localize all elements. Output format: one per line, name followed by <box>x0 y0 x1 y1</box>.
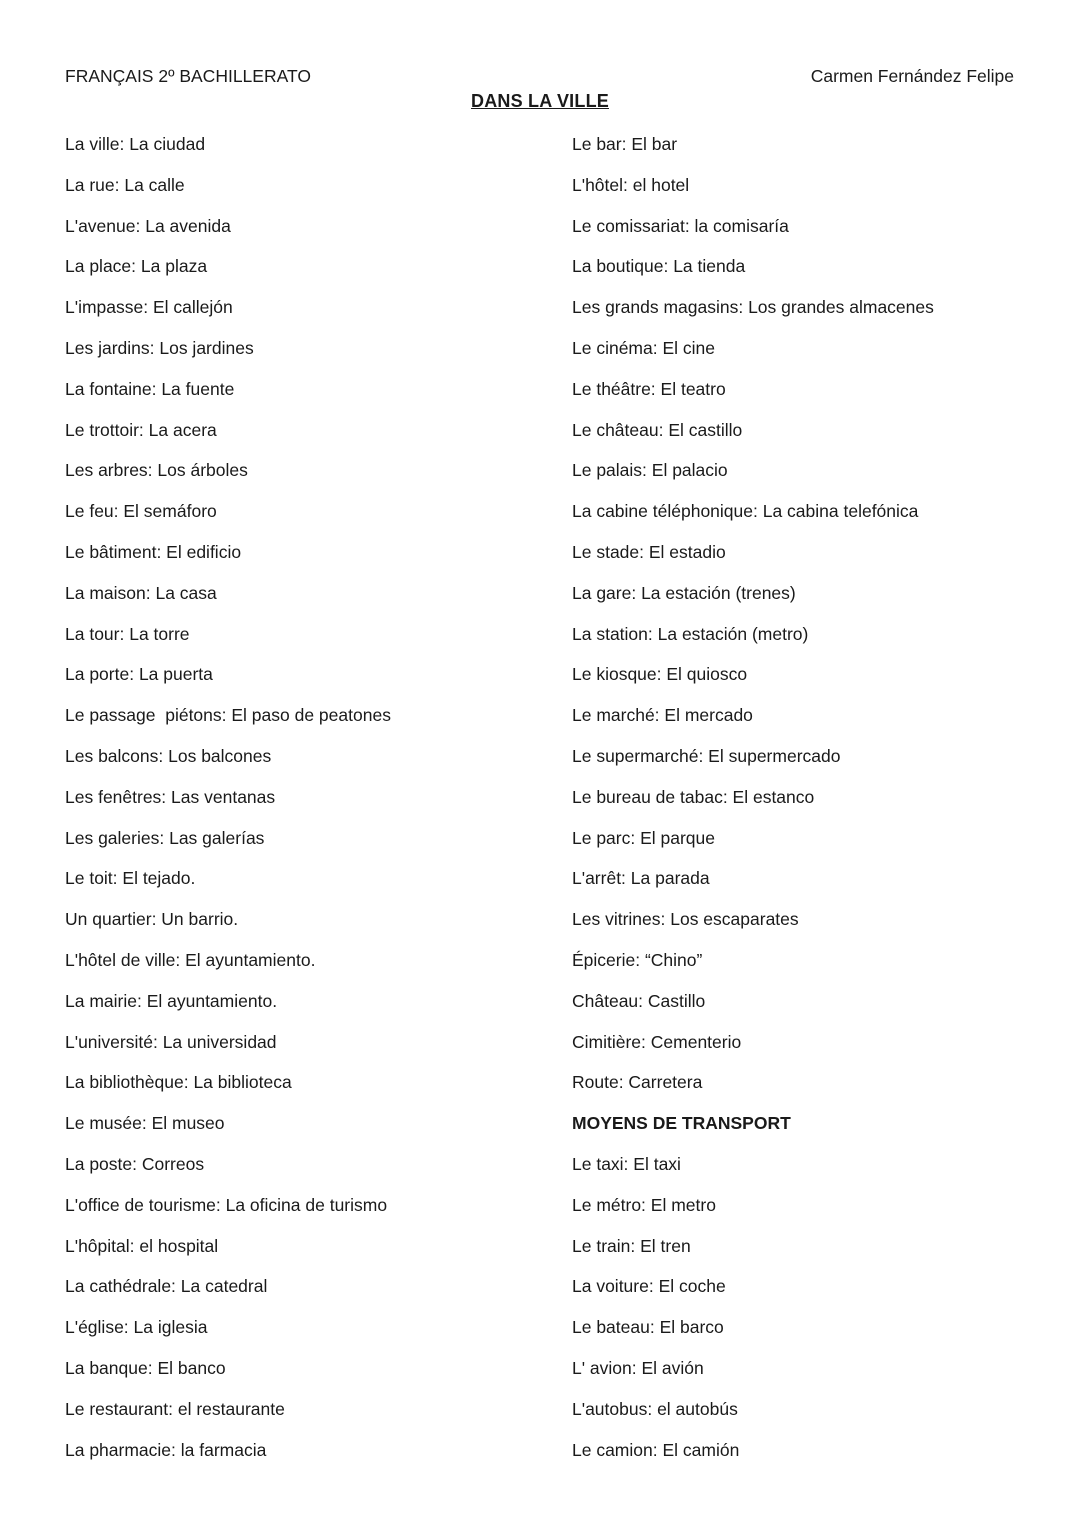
vocab-entry: L'autobus: el autobús <box>572 1398 738 1419</box>
vocab-entry: Les balcons: Los balcones <box>65 745 272 766</box>
vocab-entry: La pharmacie: la farmacia <box>65 1439 267 1460</box>
vocab-entry: Le bureau de tabac: El estanco <box>572 786 815 807</box>
vocabulary-list-right <box>572 133 1052 1479</box>
vocab-entry: Le trottoir: La acera <box>65 419 217 440</box>
vocab-entry: Le palais: El palacio <box>572 460 728 481</box>
vocab-entry: La cathédrale: La catedral <box>65 1276 268 1297</box>
vocab-entry: Le restaurant: el restaurante <box>65 1398 285 1419</box>
author-name: Carmen Fernández Felipe <box>810 66 1014 86</box>
vocab-entry: La gare: La estación (trenes) <box>572 582 796 603</box>
vocab-entry: La ville: La ciudad <box>65 134 206 154</box>
vocabulary-list-left <box>65 133 545 1479</box>
vocab-entry: Le musée: El museo <box>65 1113 225 1134</box>
vocab-entry: La mairie: El ayuntamiento. <box>65 990 278 1011</box>
vocab-entry: L'hôpital: el hospital <box>65 1235 219 1256</box>
vocab-entry: Les fenêtres: Las ventanas <box>65 786 276 807</box>
vocab-entry: Le château: El castillo <box>572 419 743 440</box>
vocab-entry: La station: La estación (metro) <box>572 623 809 644</box>
vocab-entry: La bibliothèque: La biblioteca <box>65 1072 292 1093</box>
vocab-entry: La banque: El banco <box>65 1357 226 1378</box>
vocab-entry: Le feu: El semáforo <box>65 501 217 522</box>
vocab-entry: Le supermarché: El supermercado <box>572 745 841 766</box>
vocab-entry: Le kiosque: El quiosco <box>572 664 748 685</box>
vocab-entry: Les vitrines: Los escaparates <box>572 909 799 930</box>
vocab-entry: L'impasse: El callejón <box>65 297 233 318</box>
vocab-entry: Les galeries: Las galerías <box>65 827 265 848</box>
vocab-entry: Route: Carretera <box>572 1072 703 1093</box>
vocab-entry: Le stade: El estadio <box>572 541 726 562</box>
vocab-entry: La place: La plaza <box>65 256 208 277</box>
vocab-entry: La maison: La casa <box>65 582 217 603</box>
vocab-entry: La rue: La calle <box>65 174 185 195</box>
vocab-entry: Le train: El tren <box>572 1235 691 1256</box>
vocab-entry: Les grands magasins: Los grandes almacenes <box>572 297 934 318</box>
vocab-entry: Le taxi: El taxi <box>572 1153 681 1174</box>
vocab-entry: La boutique: La tienda <box>572 256 746 277</box>
vocab-entry: L'hôtel de ville: El ayuntamiento. <box>65 949 316 970</box>
vocab-entry: La tour: La torre <box>65 623 190 644</box>
course-label: FRANÇAIS 2º BACHILLERATO <box>65 66 311 86</box>
vocab-entry: L'hôtel: el hotel <box>572 174 690 195</box>
vocab-entry: Le toit: El tejado. <box>65 868 196 889</box>
vocab-entry: Le passage piétons: El paso de peatones <box>65 705 391 726</box>
vocab-entry: Le marché: El mercado <box>572 705 753 726</box>
vocab-entry: La voiture: El coche <box>572 1276 726 1297</box>
vocab-entry: Le théâtre: El teatro <box>572 378 726 399</box>
vocab-entry: Les arbres: Los árboles <box>65 460 248 481</box>
vocab-entry: L'office de tourisme: La oficina de turismo <box>65 1194 388 1215</box>
vocab-entry: La porte: La puerta <box>65 664 213 685</box>
vocab-entry: Les jardins: Los jardines <box>65 337 254 358</box>
vocab-entry: Le bâtiment: El edificio <box>65 541 242 562</box>
vocab-entry: La poste: Correos <box>65 1153 205 1174</box>
vocab-entry: La cabine téléphonique: La cabina telefónica <box>572 501 919 522</box>
vocab-entry: L'église: La iglesia <box>65 1317 208 1338</box>
vocab-entry: L'université: La universidad <box>65 1031 277 1052</box>
vocab-entry: Le bar: El bar <box>572 134 678 154</box>
vocab-entry: Le comissariat: la comisaría <box>572 215 789 236</box>
document-title: DANS LA VILLE <box>471 91 609 111</box>
vocab-entry: L' avion: El avión <box>572 1357 704 1378</box>
vocab-entry: La fontaine: La fuente <box>65 378 235 399</box>
vocab-entry: Un quartier: Un barrio. <box>65 909 239 930</box>
vocab-entry: Le bateau: El barco <box>572 1317 724 1338</box>
vocab-entry: Le cinéma: El cine <box>572 337 715 358</box>
vocab-entry: Le métro: El metro <box>572 1194 716 1215</box>
vocab-entry: L'arrêt: La parada <box>572 868 710 889</box>
vocab-entry: Cimitière: Cementerio <box>572 1031 742 1052</box>
vocab-entry: Épicerie: “Chino” <box>572 949 703 970</box>
vocab-entry: L'avenue: La avenida <box>65 215 231 236</box>
vocab-entry: Château: Castillo <box>572 990 706 1011</box>
vocab-entry: Le parc: El parque <box>572 827 716 848</box>
vocab-entry: Le camion: El camión <box>572 1439 740 1460</box>
section-heading-transport: MOYENS DE TRANSPORT <box>572 1113 791 1134</box>
